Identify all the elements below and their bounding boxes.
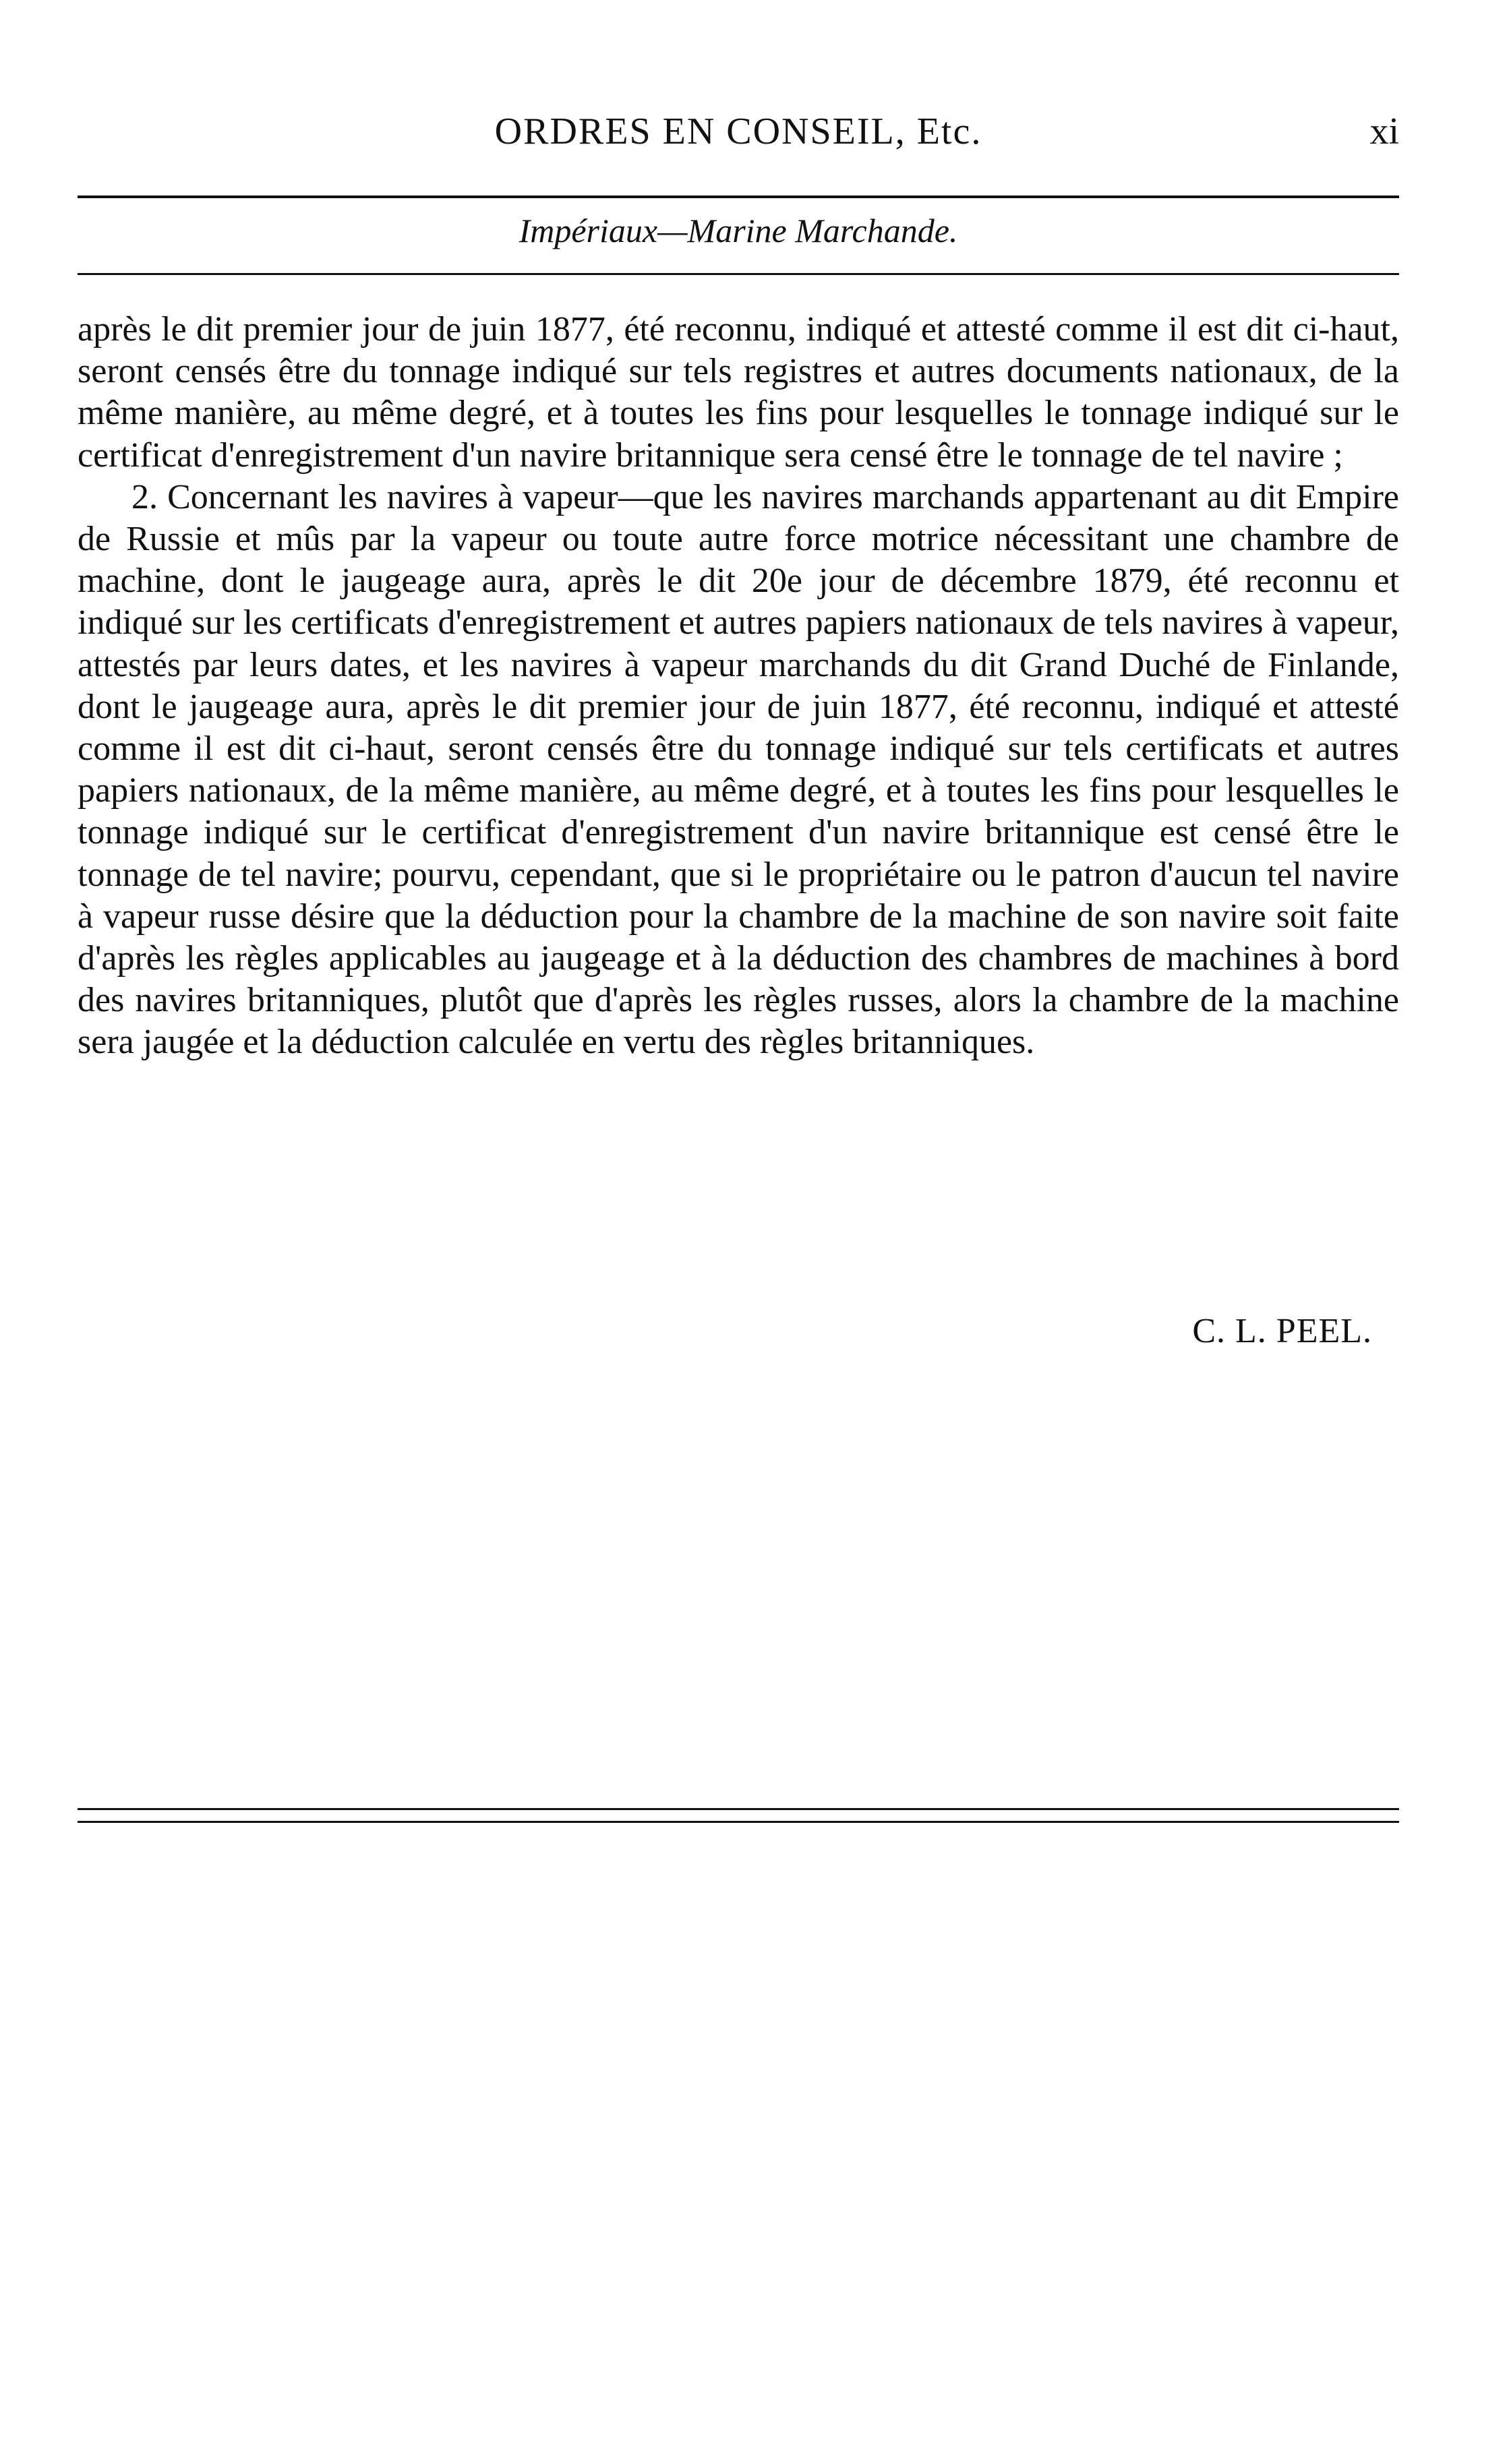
paragraph: après le dit premier jour de juin 1877, été reconnu, indiqué et attesté comme il est dit ci-haut, seront censés être du tonnage indiqué sur tels registres et autres documents nationaux, de la même manière, au même degré, et à toutes les fins pour lesquelles le tonnage indiqué sur le certificat d'enregistrement d'un navire britannique sera censé être le tonnage de tel navire ; [78, 310, 1399, 475]
body-text [78, 309, 1399, 1064]
page-number: xi [1369, 111, 1399, 152]
header-rule [78, 196, 1399, 198]
running-header [78, 101, 1399, 162]
signature: C. L. PEEL. [1192, 1312, 1372, 1350]
subheader-rule [78, 273, 1399, 275]
paragraph: 2. Concernant les navires à vapeur—que les navires marchands appartenant au dit Empire de Russie et mûs par la vapeur ou toute autre force motrice nécessitant une chambre de machine, dont le jaugeage aura, après le dit 20e jour de décembre 1879, été reconnu et indiqué sur les certificats d'enregistrement et autres papiers nationaux de tels navires à vapeur, attestés par leurs dates, et les navires à vapeur marchands du dit Grand Duché de Finlande, dont le jaugeage aura, après le dit premier jour de juin 1877, été reconnu, indiqué et attesté comme il est dit ci-haut, seront censés être du tonnage indiqué sur tels certificats et autres papiers nationaux, de la même manière, au même degré, et à toutes les fins pour lesquelles le tonnage indiqué sur le certificat d'enregistrement d'un navire britannique est censé être le tonnage de tel navire; pourvu, cependant, que si le propriétaire ou le patron d'aucun tel navire à vapeur russe désire que la déduction pour la chambre de la machine de son navire soit faite d'après les règles applicables au jaugeage et à la déduction des chambres de machines à bord des navires britanniques, plutôt que d'après les règles russes, alors la chambre de la machine sera jaugée et la déduction calculée en vertu des règles britanniques. [78, 477, 1399, 1062]
section-subheader: Impériaux—Marine Marchande. [519, 212, 958, 249]
running-title: ORDRES EN CONSEIL, Etc. [494, 111, 982, 152]
footer-double-rule [78, 1808, 1399, 1823]
